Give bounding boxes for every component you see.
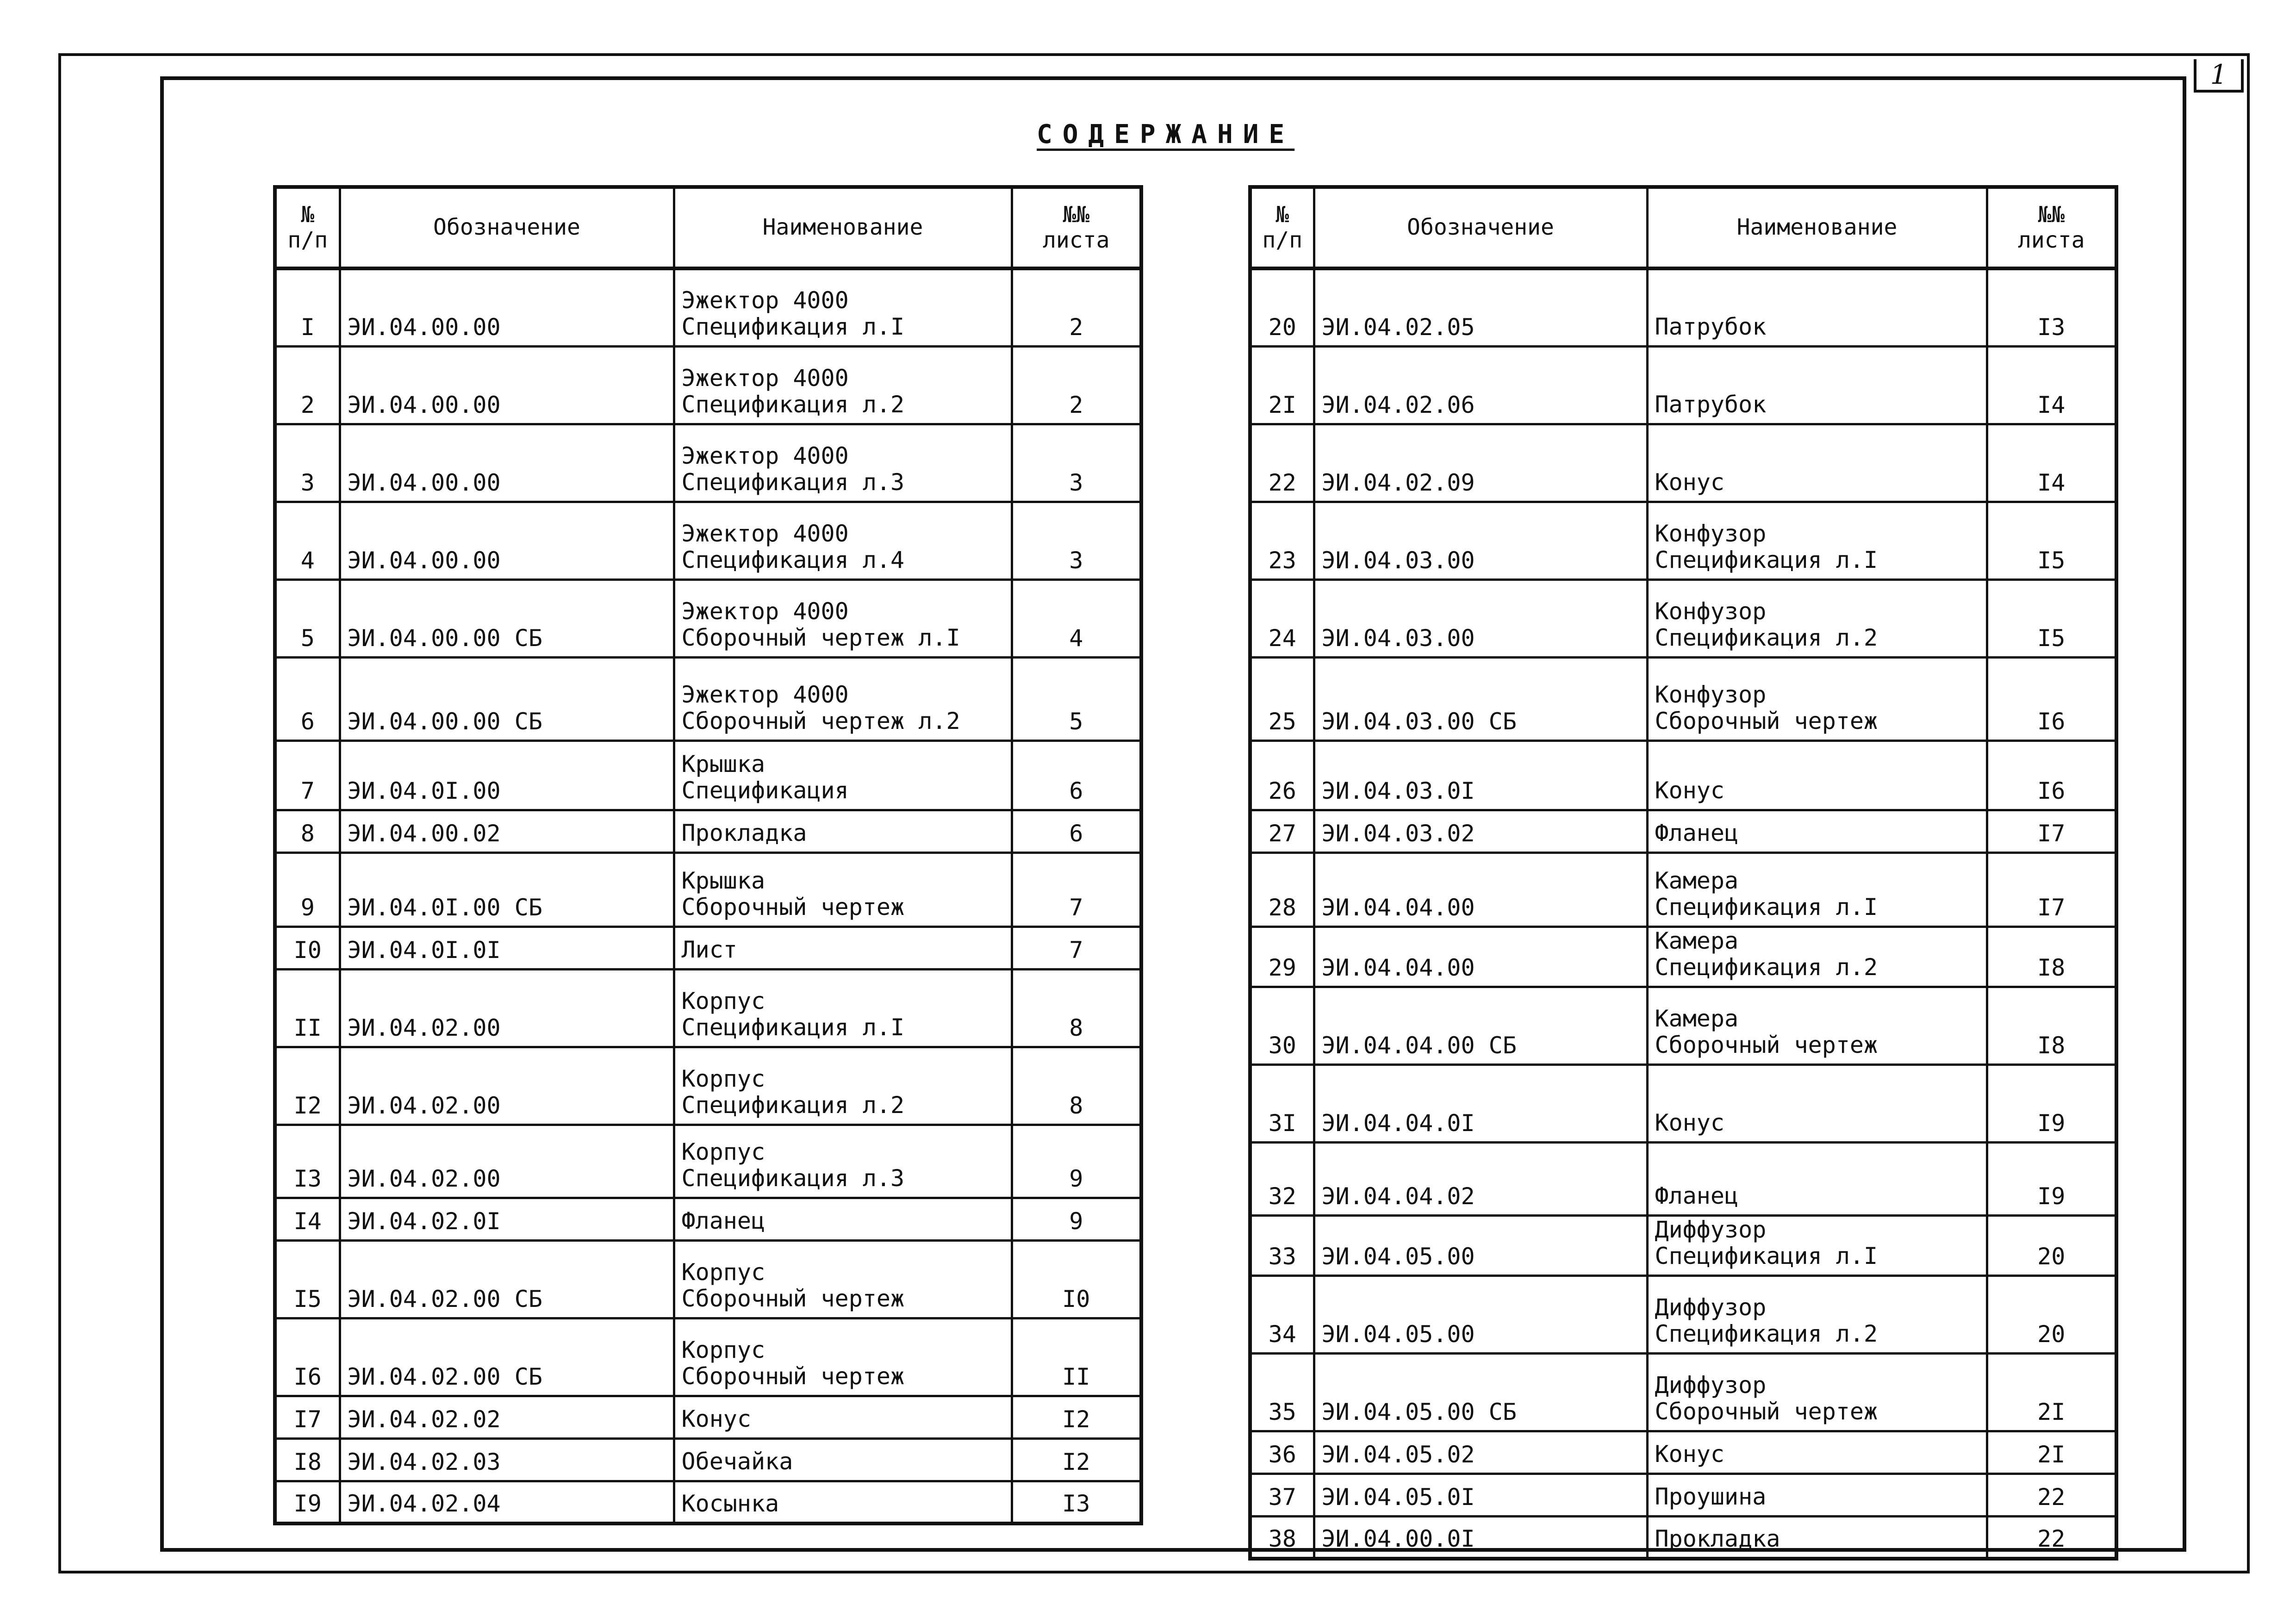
row-name: [674, 740, 1012, 810]
row-number: 2I: [1250, 346, 1314, 424]
row-designation: ЭИ.04.05.00 СБ: [1314, 1353, 1647, 1431]
contents-table-left: [273, 185, 1143, 1525]
table-row: [275, 1481, 1141, 1524]
table-row: [1250, 1142, 2116, 1215]
row-name-line: Камера: [1655, 927, 1739, 954]
row-name: [1647, 1064, 1987, 1142]
row-sheet-number: I2: [1012, 1438, 1141, 1481]
row-designation: ЭИ.04.00.0I: [1314, 1516, 1647, 1559]
row-number: I7: [275, 1396, 340, 1438]
row-name-line: Фланец: [1655, 1182, 1739, 1209]
row-name-line: Диффузор: [1655, 1216, 1767, 1243]
row-name: [674, 268, 1012, 346]
row-sheet-number: 2I: [1987, 1431, 2116, 1474]
row-name-line: Эжектор 4000: [681, 364, 849, 392]
row-number: 23: [1250, 502, 1314, 579]
table-row: [275, 927, 1141, 969]
row-name: [674, 657, 1012, 740]
row-name-line: Лист: [681, 936, 737, 963]
row-sheet-number: I5: [1987, 502, 2116, 579]
row-sheet-number: 3: [1012, 502, 1141, 579]
row-name: [1647, 1431, 1987, 1474]
row-name: [674, 579, 1012, 657]
row-name-line: Конфузор: [1655, 681, 1767, 708]
table-row: [1250, 268, 2116, 346]
row-name-line: Спецификация л.2: [681, 391, 905, 418]
row-sheet-number: 8: [1012, 969, 1141, 1047]
row-name-line: Спецификация л.I: [1655, 894, 1878, 920]
row-sheet-number: I8: [1987, 927, 2116, 987]
row-name-line: Конус: [1655, 1109, 1725, 1136]
row-designation: ЭИ.04.00.00: [340, 346, 674, 424]
row-number: 34: [1250, 1275, 1314, 1353]
table-row: [1250, 657, 2116, 740]
table-row: [1250, 987, 2116, 1064]
row-name-line: Патрубок: [1655, 313, 1767, 340]
table-row: [1250, 424, 2116, 502]
table-row: [275, 852, 1141, 927]
row-sheet-number: 5: [1012, 657, 1141, 740]
row-number: I3: [275, 1125, 340, 1198]
row-designation: ЭИ.04.03.00 СБ: [1314, 657, 1647, 740]
row-name-line: Спецификация л.2: [681, 1092, 905, 1119]
row-name: [1647, 810, 1987, 852]
row-name: [674, 810, 1012, 852]
row-number: 4: [275, 502, 340, 579]
row-sheet-number: I8: [1987, 987, 2116, 1064]
header-name: Наименование: [1647, 187, 1987, 268]
row-designation: ЭИ.04.04.00: [1314, 927, 1647, 987]
row-designation: ЭИ.04.05.0I: [1314, 1474, 1647, 1516]
header-number-line-2: п/п: [287, 227, 328, 253]
row-name-line: Спецификация л.3: [681, 1165, 905, 1192]
row-name: [1647, 1142, 1987, 1215]
table-row: [275, 1396, 1141, 1438]
row-sheet-number: 9: [1012, 1198, 1141, 1240]
row-name-line: Эжектор 4000: [681, 681, 849, 708]
row-name: [674, 1438, 1012, 1481]
row-name-line: Спецификация: [681, 777, 849, 804]
row-number: 3I: [1250, 1064, 1314, 1142]
row-sheet-number: 2I: [1987, 1353, 2116, 1431]
row-name-line: Корпус: [681, 987, 765, 1014]
table-row: [275, 1198, 1141, 1240]
row-sheet-number: 20: [1987, 1275, 2116, 1353]
row-sheet-number: 8: [1012, 1047, 1141, 1125]
row-name-line: Конус: [1655, 469, 1725, 496]
table-row: [275, 579, 1141, 657]
row-name-line: Спецификация л.I: [1655, 547, 1878, 573]
row-name-line: Камера: [1655, 867, 1739, 894]
row-name: [674, 1047, 1012, 1125]
row-name-line: Спецификация л.2: [1655, 954, 1878, 981]
row-number: 7: [275, 740, 340, 810]
row-name-line: Корпус: [681, 1336, 765, 1363]
table-row: [1250, 1215, 2116, 1275]
header-number-line-1: №: [1276, 201, 1289, 228]
page-title: СОДЕРЖАНИЕ: [1037, 119, 1295, 149]
row-name-line: Прокладка: [1655, 1525, 1780, 1552]
row-name-line: Конус: [1655, 777, 1725, 804]
row-sheet-number: I0: [1012, 1240, 1141, 1318]
row-sheet-number: 20: [1987, 1215, 2116, 1275]
table-row: [1250, 740, 2116, 810]
table-row: [275, 810, 1141, 852]
row-sheet-number: I6: [1987, 740, 2116, 810]
row-number: 24: [1250, 579, 1314, 657]
table-header-row: [275, 187, 1141, 268]
table-row: [1250, 1516, 2116, 1559]
row-number: 22: [1250, 424, 1314, 502]
row-sheet-number: 2: [1012, 346, 1141, 424]
row-designation: ЭИ.04.05.00: [1314, 1215, 1647, 1275]
table-row: [275, 268, 1141, 346]
row-number: 26: [1250, 740, 1314, 810]
table-row: [1250, 852, 2116, 927]
row-number: 5: [275, 579, 340, 657]
row-name: [1647, 740, 1987, 810]
row-number: I9: [275, 1481, 340, 1524]
header-name: Наименование: [674, 187, 1012, 268]
row-designation: ЭИ.04.02.06: [1314, 346, 1647, 424]
row-sheet-number: I6: [1987, 657, 2116, 740]
table-row: [275, 969, 1141, 1047]
row-name-line: Фланец: [681, 1207, 765, 1234]
row-name-line: Спецификация л.2: [1655, 1320, 1878, 1347]
table-row: [1250, 1064, 2116, 1142]
row-sheet-number: I7: [1987, 810, 2116, 852]
row-sheet-number: 3: [1012, 424, 1141, 502]
row-number: I6: [275, 1318, 340, 1396]
row-sheet-number: I2: [1012, 1396, 1141, 1438]
table-row: [275, 740, 1141, 810]
header-designation: Обозначение: [1314, 187, 1647, 268]
row-name: [1647, 1516, 1987, 1559]
row-name: [1647, 1215, 1987, 1275]
row-name-line: Спецификация л.I: [681, 1014, 905, 1041]
row-number: 29: [1250, 927, 1314, 987]
row-sheet-number: 7: [1012, 852, 1141, 927]
row-sheet-number: 22: [1987, 1474, 2116, 1516]
row-name: [1647, 579, 1987, 657]
row-name-line: Диффузор: [1655, 1293, 1767, 1321]
header-number: [275, 187, 340, 268]
table-header-row: [1250, 187, 2116, 268]
row-designation: ЭИ.04.02.00: [340, 969, 674, 1047]
table-row: [275, 1438, 1141, 1481]
table-row: [275, 657, 1141, 740]
row-designation: ЭИ.04.02.09: [1314, 424, 1647, 502]
row-designation: ЭИ.04.02.04: [340, 1481, 674, 1524]
row-sheet-number: I9: [1987, 1142, 2116, 1215]
row-name-line: Эжектор 4000: [681, 520, 849, 547]
row-designation: ЭИ.04.03.0I: [1314, 740, 1647, 810]
row-designation: ЭИ.04.04.00 СБ: [1314, 987, 1647, 1064]
row-designation: ЭИ.04.04.02: [1314, 1142, 1647, 1215]
row-name-line: Конфузор: [1655, 520, 1767, 547]
row-number: 3: [275, 424, 340, 502]
row-name-line: Крышка: [681, 867, 765, 894]
row-sheet-number: I5: [1987, 579, 2116, 657]
header-sheet-line-1: №№: [2038, 201, 2065, 228]
header-sheet-line-1: №№: [1063, 201, 1090, 228]
row-name-line: Конфузор: [1655, 597, 1767, 625]
row-sheet-number: 6: [1012, 810, 1141, 852]
table-row: [275, 424, 1141, 502]
row-number: 27: [1250, 810, 1314, 852]
row-designation: ЭИ.04.00.00: [340, 502, 674, 579]
row-sheet-number: 4: [1012, 579, 1141, 657]
table-row: [275, 502, 1141, 579]
row-designation: ЭИ.04.00.02: [340, 810, 674, 852]
row-number: I: [275, 268, 340, 346]
row-name-line: Сборочный чертеж: [681, 1363, 905, 1390]
row-name-line: Прокладка: [681, 820, 807, 846]
row-name: [674, 852, 1012, 927]
row-name: [674, 1318, 1012, 1396]
row-designation: ЭИ.04.03.02: [1314, 810, 1647, 852]
row-name: [674, 1125, 1012, 1198]
table-row: [275, 346, 1141, 424]
row-designation: ЭИ.04.03.00: [1314, 579, 1647, 657]
row-name: [674, 969, 1012, 1047]
row-name-line: Сборочный чертеж: [1655, 1032, 1878, 1058]
row-name-line: Спецификация л.I: [681, 313, 905, 340]
row-sheet-number: I4: [1987, 424, 2116, 502]
row-number: 30: [1250, 987, 1314, 1064]
row-name: [674, 346, 1012, 424]
row-name-line: Сборочный чертеж: [1655, 1398, 1878, 1425]
header-sheet: [1987, 187, 2116, 268]
row-number: I2: [275, 1047, 340, 1125]
row-number: 32: [1250, 1142, 1314, 1215]
row-number: I5: [275, 1240, 340, 1318]
table-row: [1250, 1353, 2116, 1431]
row-sheet-number: 6: [1012, 740, 1141, 810]
row-designation: ЭИ.04.02.00: [340, 1047, 674, 1125]
row-designation: ЭИ.04.0I.00 СБ: [340, 852, 674, 927]
row-designation: ЭИ.04.00.00 СБ: [340, 657, 674, 740]
row-designation: ЭИ.04.00.00 СБ: [340, 579, 674, 657]
table-row: [275, 1125, 1141, 1198]
row-name: [1647, 502, 1987, 579]
row-number: I8: [275, 1438, 340, 1481]
page-number: 1: [2194, 59, 2244, 93]
row-sheet-number: 9: [1012, 1125, 1141, 1198]
row-sheet-number: II: [1012, 1318, 1141, 1396]
row-name: [674, 927, 1012, 969]
row-name: [1647, 346, 1987, 424]
row-number: 33: [1250, 1215, 1314, 1275]
row-name-line: Сборочный чертеж л.2: [681, 708, 960, 734]
row-name-line: Эжектор 4000: [681, 286, 849, 314]
row-number: II: [275, 969, 340, 1047]
row-name-line: Крышка: [681, 750, 765, 777]
row-name: [1647, 657, 1987, 740]
row-name-line: Конус: [1655, 1441, 1725, 1468]
row-designation: ЭИ.04.02.0I: [340, 1198, 674, 1240]
row-sheet-number: I4: [1987, 346, 2116, 424]
row-number: 6: [275, 657, 340, 740]
row-designation: ЭИ.04.0I.0I: [340, 927, 674, 969]
table-row: [275, 1240, 1141, 1318]
header-number-line-1: №: [301, 201, 315, 228]
row-name-line: Обечайка: [681, 1448, 793, 1475]
row-name-line: Сборочный чертеж: [1655, 708, 1878, 734]
row-designation: ЭИ.04.03.00: [1314, 502, 1647, 579]
table-row: [1250, 346, 2116, 424]
row-name-line: Камера: [1655, 1005, 1739, 1032]
row-name-line: Косынка: [681, 1490, 779, 1517]
row-number: 37: [1250, 1474, 1314, 1516]
row-name: [674, 1240, 1012, 1318]
row-designation: ЭИ.04.00.00: [340, 268, 674, 346]
row-name: [1647, 1474, 1987, 1516]
row-name-line: Проушина: [1655, 1483, 1767, 1510]
row-number: 38: [1250, 1516, 1314, 1559]
row-name-line: Спецификация л.4: [681, 547, 905, 573]
table-row: [275, 1318, 1141, 1396]
table-row: [275, 1047, 1141, 1125]
row-name-line: Эжектор 4000: [681, 597, 849, 625]
row-designation: ЭИ.04.02.00: [340, 1125, 674, 1198]
row-name: [674, 1396, 1012, 1438]
row-name-line: Сборочный чертеж: [681, 1285, 905, 1312]
row-designation: ЭИ.04.05.00: [1314, 1275, 1647, 1353]
row-name-line: Конус: [681, 1405, 752, 1432]
row-name: [1647, 1275, 1987, 1353]
row-name-line: Корпус: [681, 1258, 765, 1286]
row-designation: ЭИ.04.02.00 СБ: [340, 1240, 674, 1318]
row-name: [674, 502, 1012, 579]
header-number: [1250, 187, 1314, 268]
header-sheet-line-2: листа: [2018, 227, 2085, 253]
table-row: [1250, 810, 2116, 852]
row-name-line: Фланец: [1655, 820, 1739, 846]
row-name: [674, 1481, 1012, 1524]
row-name: [1647, 1353, 1987, 1431]
row-designation: ЭИ.04.04.0I: [1314, 1064, 1647, 1142]
contents-table-right: [1248, 185, 2118, 1561]
row-designation: ЭИ.04.0I.00: [340, 740, 674, 810]
header-sheet: [1012, 187, 1141, 268]
row-number: 25: [1250, 657, 1314, 740]
row-name-line: Спецификация л.3: [681, 469, 905, 496]
table-row: [1250, 1275, 2116, 1353]
row-name: [1647, 424, 1987, 502]
row-sheet-number: 7: [1012, 927, 1141, 969]
row-name-line: Сборочный чертеж: [681, 894, 905, 920]
table-row: [1250, 579, 2116, 657]
row-name-line: Сборочный чертеж л.I: [681, 624, 960, 651]
row-number: 35: [1250, 1353, 1314, 1431]
table-row: [1250, 1474, 2116, 1516]
header-designation: Обозначение: [340, 187, 674, 268]
row-name-line: Эжектор 4000: [681, 442, 849, 469]
row-name: [674, 424, 1012, 502]
row-designation: ЭИ.04.05.02: [1314, 1431, 1647, 1474]
row-sheet-number: 22: [1987, 1516, 2116, 1559]
table-row: [1250, 502, 2116, 579]
header-number-line-2: п/п: [1262, 227, 1303, 253]
header-sheet-line-2: листа: [1043, 227, 1110, 253]
table-row: [1250, 1431, 2116, 1474]
row-name-line: Диффузор: [1655, 1371, 1767, 1399]
row-name-line: Спецификация л.I: [1655, 1243, 1878, 1269]
row-number: I0: [275, 927, 340, 969]
row-name: [1647, 927, 1987, 987]
row-designation: ЭИ.04.02.05: [1314, 268, 1647, 346]
row-designation: ЭИ.04.04.00: [1314, 852, 1647, 927]
row-name-line: Корпус: [681, 1138, 765, 1165]
table-row: [1250, 927, 2116, 987]
row-number: 8: [275, 810, 340, 852]
row-number: 36: [1250, 1431, 1314, 1474]
row-number: I4: [275, 1198, 340, 1240]
row-number: 9: [275, 852, 340, 927]
row-sheet-number: I3: [1012, 1481, 1141, 1524]
row-name: [1647, 987, 1987, 1064]
row-name-line: Спецификация л.2: [1655, 624, 1878, 651]
row-designation: ЭИ.04.00.00: [340, 424, 674, 502]
row-name-line: Патрубок: [1655, 391, 1767, 418]
row-sheet-number: I3: [1987, 268, 2116, 346]
row-name: [1647, 852, 1987, 927]
row-number: 28: [1250, 852, 1314, 927]
row-number: 20: [1250, 268, 1314, 346]
row-designation: ЭИ.04.02.00 СБ: [340, 1318, 674, 1396]
row-designation: ЭИ.04.02.03: [340, 1438, 674, 1481]
row-name: [674, 1198, 1012, 1240]
row-designation: ЭИ.04.02.02: [340, 1396, 674, 1438]
row-number: 2: [275, 346, 340, 424]
row-sheet-number: I9: [1987, 1064, 2116, 1142]
row-name-line: Корпус: [681, 1065, 765, 1092]
row-name: [1647, 268, 1987, 346]
row-sheet-number: 2: [1012, 268, 1141, 346]
row-sheet-number: I7: [1987, 852, 2116, 927]
